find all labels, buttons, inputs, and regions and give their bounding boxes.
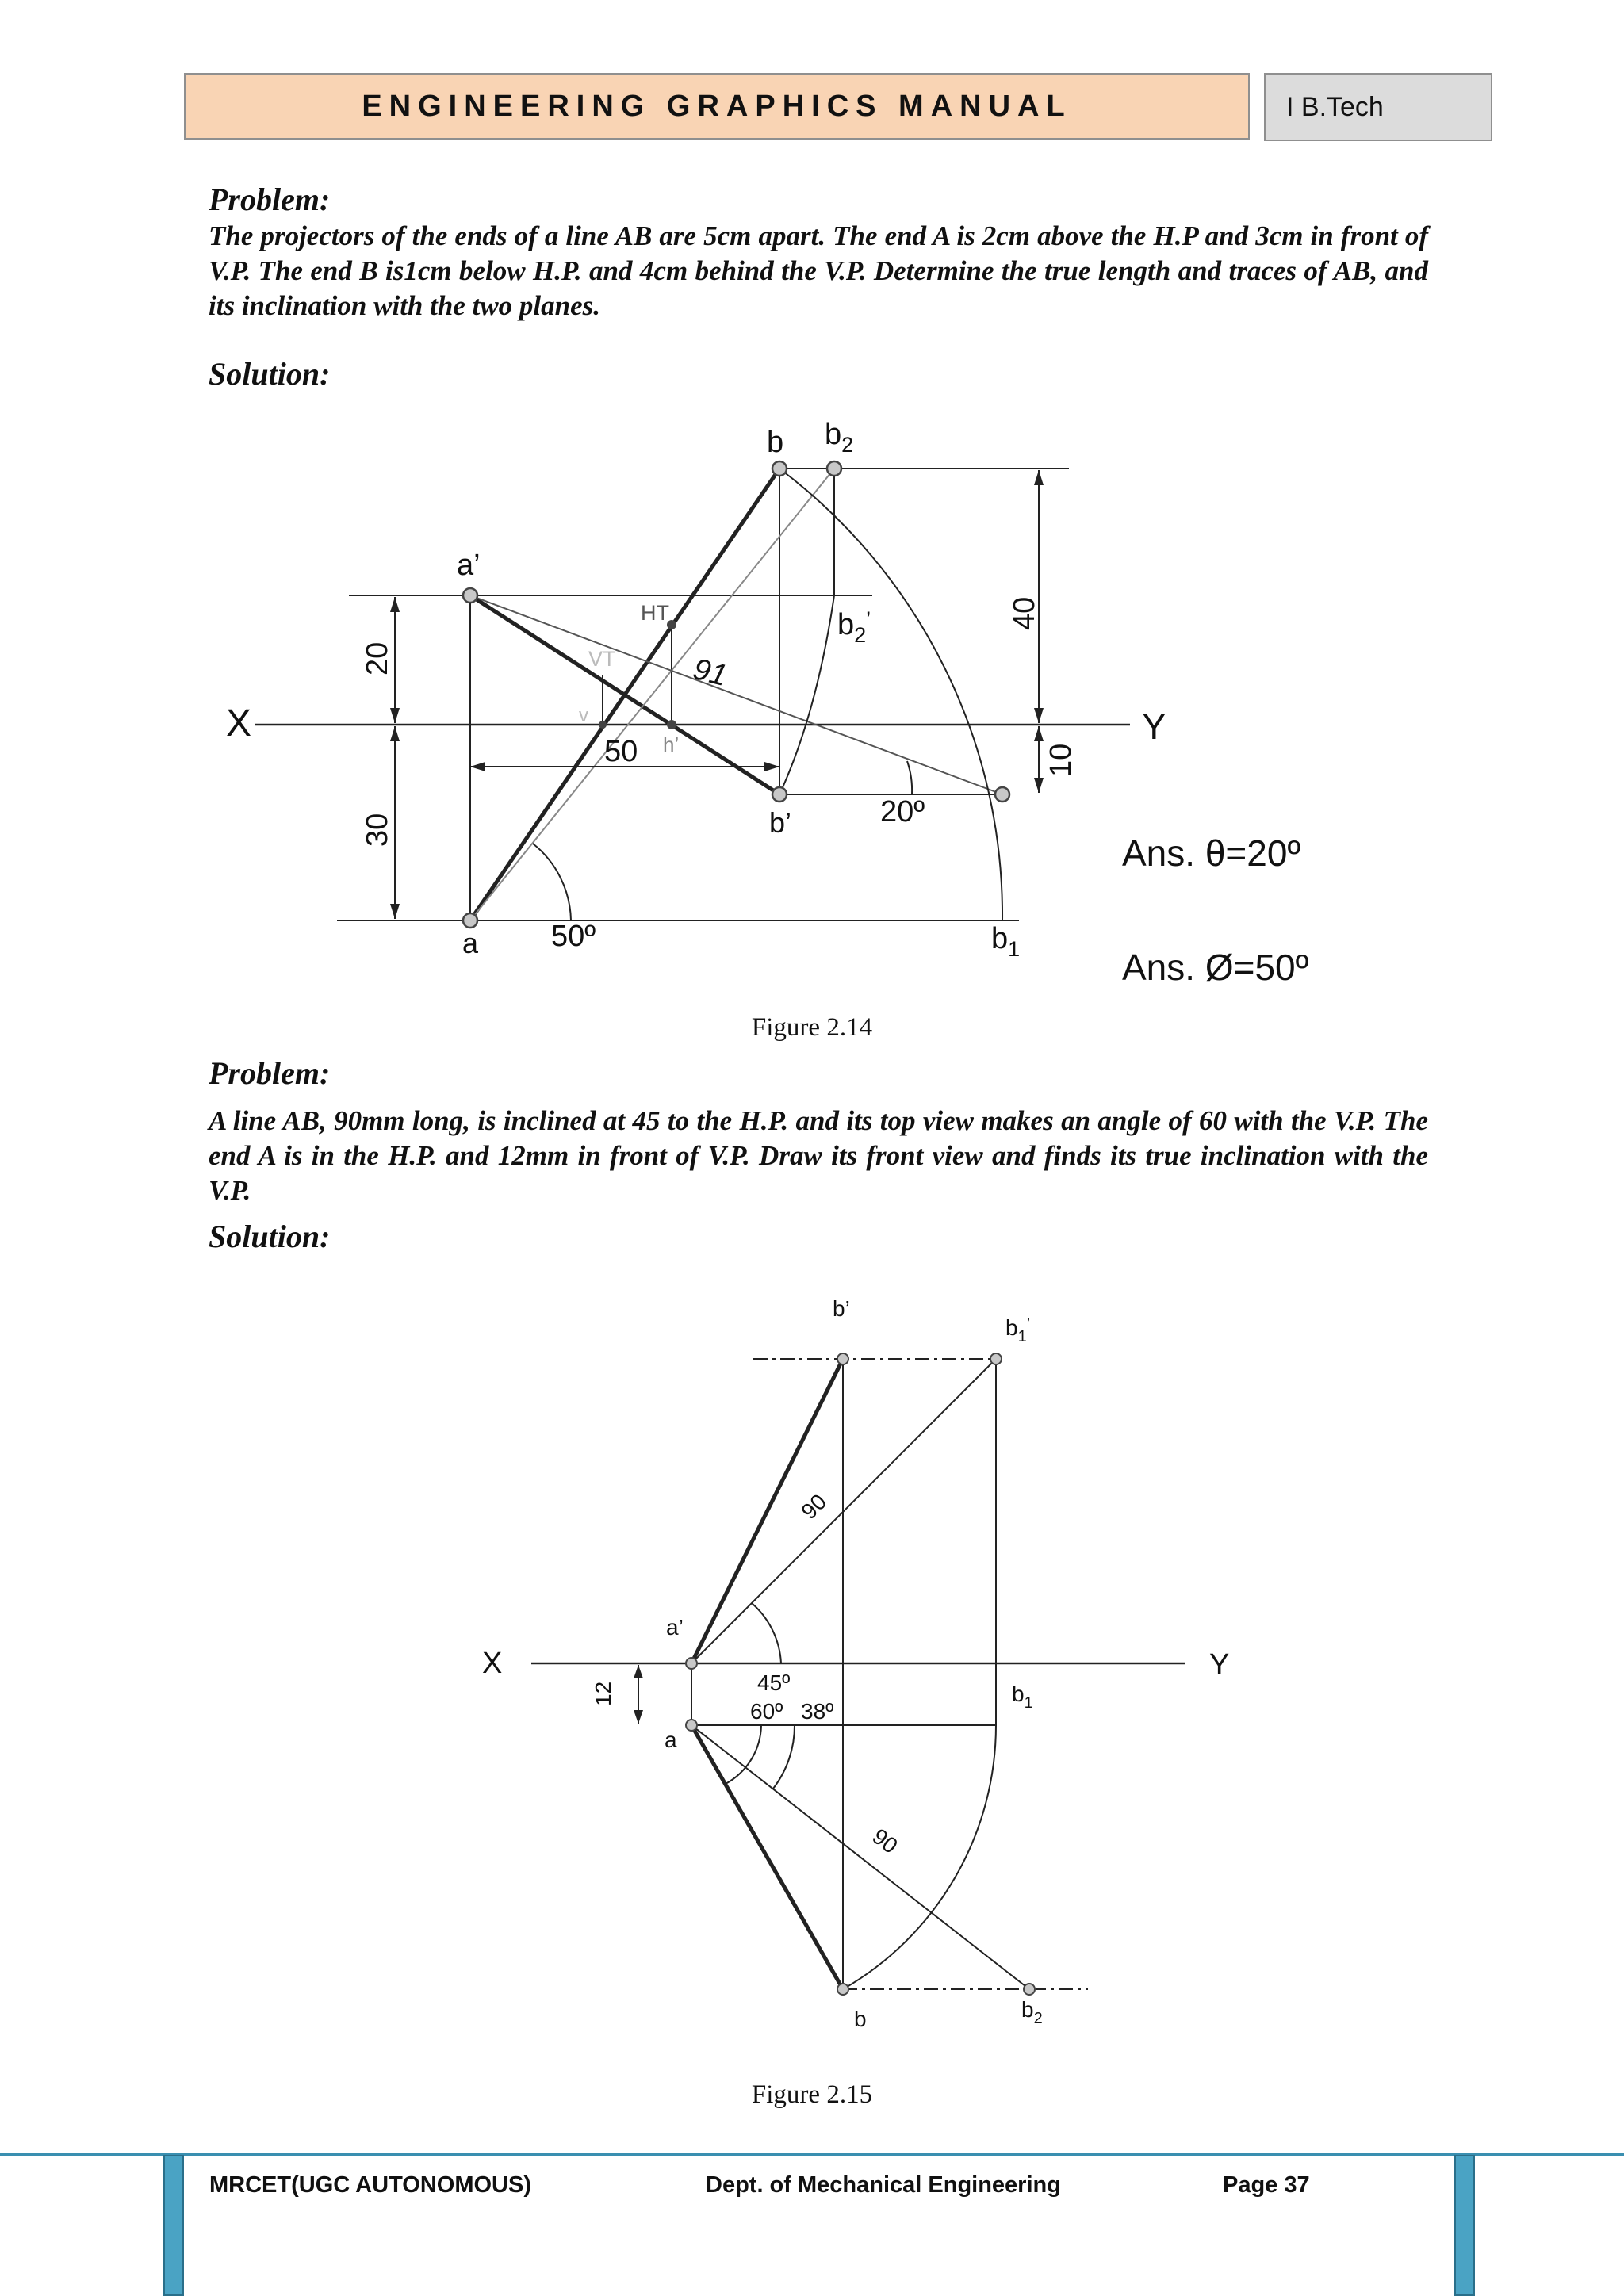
label-b1-prime-mark: ’: [1026, 1315, 1031, 1333]
label-b2-main: b: [825, 418, 842, 451]
label-b1-2-main: b: [1012, 1682, 1025, 1706]
arc-b1-to-b: [843, 1725, 996, 1989]
label-b1-prime-sub: 1: [1017, 1328, 1027, 1345]
footer-page-number: Page 37: [1223, 2172, 1310, 2198]
label-angle-20: 20º: [880, 795, 925, 828]
solution-1-heading: Solution:: [209, 356, 331, 392]
arc-b2-prime: [779, 595, 834, 794]
angle-arc-50: [533, 844, 571, 920]
label-dim-10: 10: [1044, 743, 1078, 777]
angle-arc-38: [773, 1725, 795, 1789]
label-vt: VT: [588, 647, 616, 671]
angle-arc-45: [752, 1603, 781, 1663]
label-b1-prime: [1005, 1315, 1030, 1345]
true-length-top-2: [691, 1725, 1029, 1989]
label-y-2: Y: [1209, 1648, 1230, 1682]
label-dim-40: 40: [1008, 596, 1041, 630]
label-b1: [991, 922, 1020, 961]
point-b2: [827, 461, 841, 476]
label-x-2: X: [482, 1647, 503, 1680]
label-b-prime-2: b’: [833, 1296, 850, 1321]
label-b2-prime: [837, 607, 871, 647]
label-a-2: a: [665, 1728, 677, 1752]
footer-right-bar: [1454, 2155, 1475, 2296]
figure-2-14-drawing: [0, 412, 1624, 999]
point-v: [599, 721, 607, 729]
point-a-2: [686, 1720, 697, 1731]
label-dim-12: 12: [591, 1681, 615, 1706]
label-angle-50: 50º: [551, 920, 596, 953]
problem-2-text: A line AB, 90mm long, is inclined at 45 to the H.P. and its top view makes an angle of 60 with the V.P. The end A is in the H.P. and 12mm in front of V.P. Draw its front view and finds its true inclination with the V.P.: [209, 1105, 1428, 1206]
label-b: b: [767, 426, 784, 459]
answer-phi: Ans. Ø=50º: [1122, 947, 1309, 988]
label-length-90-top: 90: [796, 1489, 832, 1525]
course-badge: I B.Tech: [1264, 73, 1492, 141]
label-a-prime: a’: [457, 549, 481, 582]
answer-theta: Ans. θ=20º: [1122, 832, 1301, 874]
point-b-prime-2: [837, 1353, 848, 1364]
point-b: [772, 461, 787, 476]
angle-arc-20: [907, 761, 912, 794]
label-v: v: [579, 705, 588, 726]
footer-department: Dept. of Mechanical Engineering: [706, 2172, 1061, 2198]
label-b2-prime-sub: 2: [854, 623, 867, 647]
label-angle-45: 45º: [757, 1670, 791, 1695]
point-b2-2: [1024, 1984, 1035, 1995]
label-b1-sub: 1: [1008, 937, 1021, 961]
arc-b-to-b1: [779, 469, 1002, 920]
label-h-prime: h’: [663, 733, 680, 756]
label-b1-2: [1012, 1682, 1033, 1712]
figure-2-14-caption: Figure 2.14: [751, 1013, 873, 1042]
manual-title: ENGINEERING GRAPHICS MANUAL: [184, 73, 1250, 140]
footer-left-bar: [163, 2155, 184, 2296]
point-b2-prime-rotated: [995, 787, 1009, 802]
label-y: Y: [1142, 706, 1166, 747]
point-b1-prime: [990, 1353, 1002, 1364]
problem-1-text: The projectors of the ends of a line AB are 5cm apart. The end A is 2cm above the H.P and 3cm in front of V.P. The end B is1cm below H.P. and 4cm behind the V.P. Determine the true length and traces of AB, and its inclination with the two planes.: [209, 220, 1428, 321]
label-dim-50: 50: [604, 735, 638, 768]
figure-2-15-drawing: [0, 1284, 1624, 2077]
point-b-2: [837, 1984, 848, 1995]
problem-1-heading: Problem:: [209, 182, 331, 217]
label-x: X: [226, 702, 252, 744]
point-a-prime-2: [686, 1658, 697, 1669]
label-b2-prime-main: b: [837, 608, 855, 641]
label-b2-2: [1021, 1997, 1043, 2027]
label-b-2: b: [854, 2007, 867, 2031]
label-b1-prime-main: b: [1005, 1315, 1018, 1340]
label-b2-sub: 2: [841, 433, 854, 457]
problem-2-heading: Problem:: [209, 1055, 331, 1091]
point-a: [463, 913, 477, 928]
point-a-prime: [463, 588, 477, 603]
top-view-ab-2: [691, 1725, 843, 1989]
label-length-90-bottom: 90: [868, 1823, 902, 1858]
label-angle-38: 38º: [801, 1699, 834, 1724]
label-b2-2-main: b: [1021, 1997, 1034, 2022]
footer-divider: [0, 2153, 1624, 2156]
label-b1-2-sub: 1: [1024, 1694, 1033, 1712]
point-b-prime: [772, 787, 787, 802]
label-dim-30: 30: [361, 813, 394, 847]
label-ht: HT: [641, 601, 669, 625]
label-angle-60: 60º: [750, 1699, 783, 1724]
figure-2-15-caption: Figure 2.15: [751, 2080, 873, 2109]
label-b2: [825, 418, 853, 457]
point-h-prime: [667, 720, 676, 729]
label-dim-20: 20: [361, 641, 394, 675]
solution-2-heading: Solution:: [209, 1219, 331, 1254]
footer-institution: MRCET(UGC AUTONOMOUS): [209, 2172, 531, 2198]
label-b-prime: b’: [769, 806, 792, 839]
label-a: a: [462, 927, 479, 959]
label-a-prime-2: a’: [666, 1615, 684, 1640]
label-b1-main: b: [991, 922, 1009, 955]
label-true-length: 91: [689, 652, 731, 693]
label-b2-2-sub: 2: [1033, 2010, 1043, 2027]
label-b2-prime-mark: ’: [866, 607, 871, 631]
